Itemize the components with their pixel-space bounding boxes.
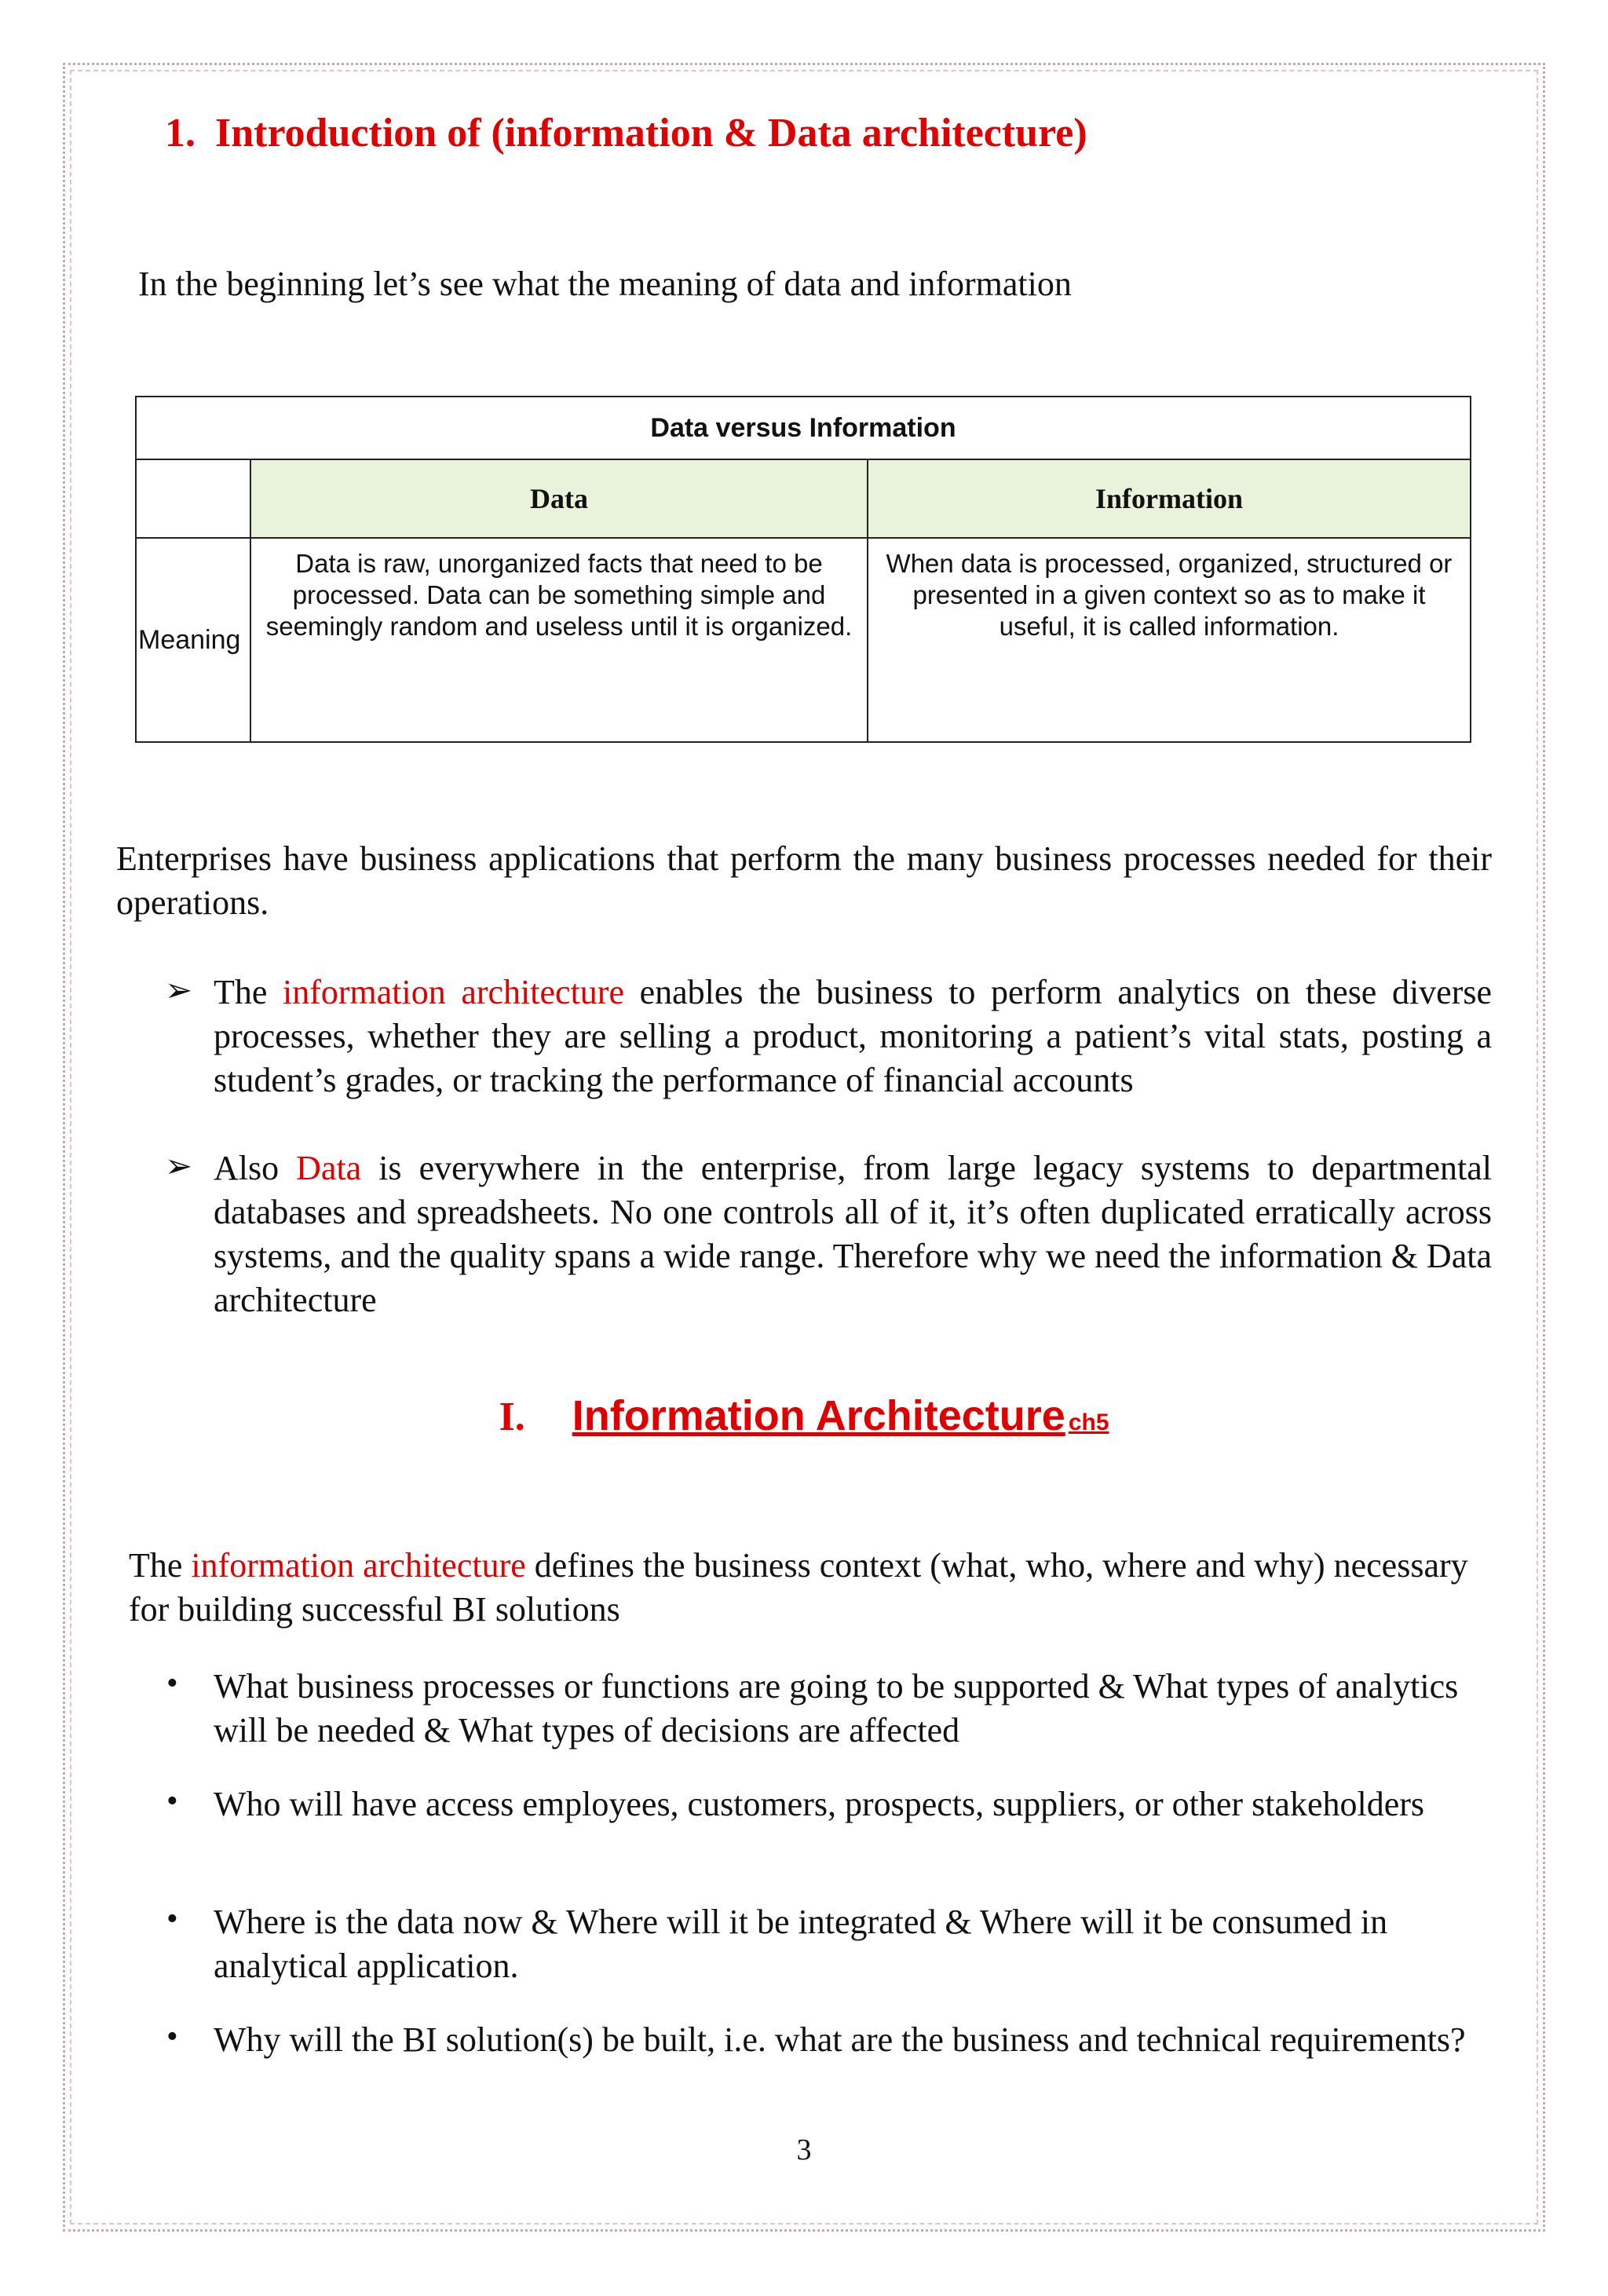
ia-post: defines the business context (what, who, where and why) necessary for building successful BI solutions: [129, 1546, 1468, 1629]
page-number: 3: [796, 2133, 812, 2166]
ia-highlight: information architecture: [191, 1546, 526, 1585]
bullet-post: enables the business to perform analytics on these diverse processes, whether they are selling a product, monitoring a patient’s vital stats, posting a student’s grades, or tracking the performance of financial accounts: [214, 973, 1493, 1099]
table-corner-cell: [136, 459, 250, 538]
bullet-highlight: information architecture: [283, 973, 624, 1011]
data-vs-information-table: [135, 396, 1471, 743]
list-item: What business processes or functions are going to be supported & What types of analytics will be needed & What types of decisions are affected: [214, 1667, 1459, 1749]
heading-number: 1.: [165, 111, 196, 155]
page-heading: [165, 110, 1087, 156]
bullet-dot-icon: •: [166, 1783, 178, 1819]
list-item: Who will have access employees, customers, prospects, suppliers, or other stakeholders: [214, 1785, 1425, 1823]
arrow-bullet-icon: ➢: [165, 973, 193, 1009]
cell-information-meaning: When data is processed, organized, structured or presented in a given context so as to make it useful, it is called information.: [868, 538, 1471, 742]
arrow-bullet-icon: ➢: [165, 1149, 193, 1185]
bullet-pre: Also: [214, 1149, 297, 1187]
bullet-highlight: Data: [296, 1149, 362, 1187]
row-label-meaning: Meaning: [136, 538, 250, 742]
heading-text: Introduction of (information & Data architecture): [215, 111, 1087, 155]
column-header-information: Information: [868, 459, 1471, 538]
bullet-post: is everywhere in the enterprise, from large legacy systems to departmental databases and spreadsheets. No one controls all of it, it’s often duplicated erratically across systems, and the quality spans a wide range. Therefore why we need the information & Data architecture: [214, 1149, 1492, 1319]
section-title: Information Architecture: [572, 1392, 1065, 1439]
list-item: Where is the data now & Where will it be integrated & Where will it be consumed in analytical application.: [214, 1903, 1388, 1985]
ia-paragraph: [129, 1544, 1492, 1632]
column-header-data: Data: [250, 459, 868, 538]
bullet-item: [214, 1146, 1492, 1322]
section-roman: I.: [499, 1395, 525, 1439]
bullet-dot-icon: •: [166, 2019, 178, 2055]
bullet-dot-icon: •: [166, 1901, 178, 1937]
intro-paragraph: In the beginning let’s see what the meaning of data and information: [138, 265, 1072, 303]
ia-pre: The: [129, 1546, 192, 1585]
section-ref: ch5: [1068, 1409, 1109, 1435]
table-title: Data versus Information: [136, 397, 1471, 459]
bullet-item: [214, 971, 1492, 1102]
cell-data-meaning: Data is raw, unorganized facts that need to be processed. Data can be something simple and seemingly random and useless until it is organized.: [250, 538, 868, 742]
bullet-pre: The: [214, 973, 283, 1011]
section-heading: [0, 1391, 1608, 1440]
bullet-dot-icon: •: [166, 1665, 178, 1702]
enterprises-paragraph: Enterprises have business applications that perform the many business processes needed for their operations.: [116, 839, 1492, 922]
list-item: Why will the BI solution(s) be built, i.e. what are the business and technical requirements?: [214, 2020, 1466, 2059]
